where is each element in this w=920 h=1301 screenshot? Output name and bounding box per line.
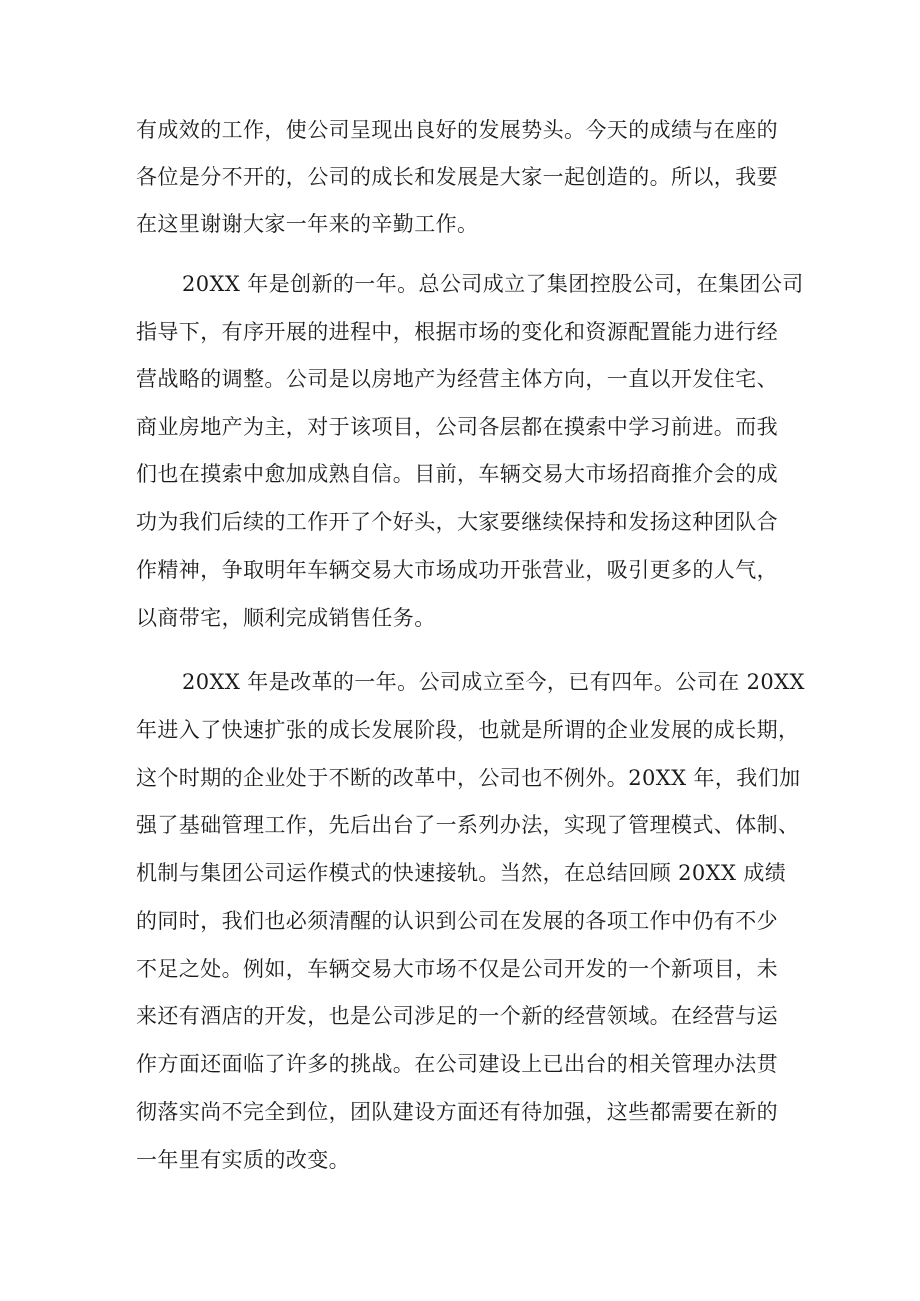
paragraph-3-line-3: 这个时期的企业处于不断的改革中，公司也不例外。20XX 年，我们加 xyxy=(136,766,801,790)
paragraph-3-line-5: 机制与集团公司运作模式的快速接轨。当然，在总结回顾 20XX 成绩 xyxy=(136,861,787,885)
paragraph-3-line-10: 彻落实尚不完全到位，团队建设方面还有待加强，这些都需要在新的 xyxy=(136,1100,778,1124)
paragraph-1-line-3: 在这里谢谢大家一年来的辛勤工作。 xyxy=(136,212,479,236)
paragraph-2-line-4: 商业房地产为主，对于该项目，公司各层都在摸索中学习前进。而我 xyxy=(136,415,778,439)
paragraph-3-line-6: 的同时，我们也必须清醒的认识到公司在发展的各项工作中仍有不少 xyxy=(136,909,778,933)
paragraph-1-line-2: 各位是分不开的，公司的成长和发展是大家一起创造的。所以，我要 xyxy=(136,165,778,189)
paragraph-2-line-2: 指导下，有序开展的进程中，根据市场的变化和资源配置能力进行经 xyxy=(136,320,778,344)
paragraph-3-line-1: 20XX 年是改革的一年。公司成立至今，已有四年。公司在 20XX xyxy=(182,670,805,694)
paragraph-3-line-7: 不足之处。例如，车辆交易大市场不仅是公司开发的一个新项目，未 xyxy=(136,957,778,981)
paragraph-3-line-2: 年进入了快速扩张的成长发展阶段，也就是所谓的企业发展的成长期， xyxy=(136,718,800,742)
paragraph-2-line-6: 功为我们后续的工作开了个好头，大家要继续保持和发扬这种团队合 xyxy=(136,510,778,534)
paragraph-1-line-1: 有成效的工作，使公司呈现出良好的发展势头。今天的成绩与在座的 xyxy=(136,118,778,142)
paragraph-3-line-11: 一年里有实质的改变。 xyxy=(136,1148,350,1172)
paragraph-3-line-9: 作方面还面临了许多的挑战。在公司建设上已出台的相关管理办法贯 xyxy=(136,1052,778,1076)
paragraph-3-line-4: 强了基础管理工作，先后出台了一系列办法，实现了管理模式、体制、 xyxy=(136,813,800,837)
paragraph-2-line-5: 们也在摸索中愈加成熟自信。目前，车辆交易大市场招商推介会的成 xyxy=(136,462,778,486)
paragraph-2-line-3: 营战略的调整。公司是以房地产为经营主体方向，一直以开发住宅、 xyxy=(136,367,778,391)
paragraph-3-line-8: 来还有酒店的开发，也是公司涉足的一个新的经营领域。在经营与运 xyxy=(136,1004,778,1028)
paragraph-2-line-1: 20XX 年是创新的一年。总公司成立了集团控股公司，在集团公司 xyxy=(182,272,804,296)
paragraph-2-line-7: 作精神，争取明年车辆交易大市场成功开张营业，吸引更多的人气， xyxy=(136,558,778,582)
paragraph-2-line-8: 以商带宅，顺利完成销售任务。 xyxy=(136,606,436,630)
